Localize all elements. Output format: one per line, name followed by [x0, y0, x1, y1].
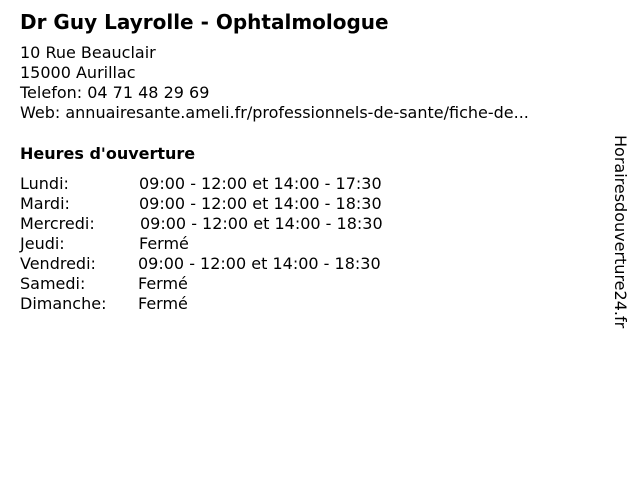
page-title: Dr Guy Layrolle - Ophtalmologue [20, 10, 389, 34]
day-label: Mercredi: [20, 214, 95, 233]
day-label: Jeudi: [20, 234, 65, 253]
day-label: Mardi: [20, 194, 70, 213]
phone-number: Telefon: 04 71 48 29 69 [20, 83, 210, 102]
hours-heading: Heures d'ouverture [20, 144, 196, 163]
contact-info [20, 43, 529, 123]
time-value: Fermé [139, 234, 189, 253]
time-value: 09:00 - 12:00 et 14:00 - 18:30 [138, 254, 381, 273]
day-label: Samedi: [20, 274, 86, 293]
site-watermark: Horairesdouverture24.fr [611, 135, 630, 329]
time-value: Fermé [138, 274, 188, 293]
website-link[interactable]: Web: annuairesante.ameli.fr/professionnels-de-sante/fiche-de... [20, 103, 529, 122]
time-value: Fermé [138, 294, 188, 313]
day-label: Vendredi: [20, 254, 96, 273]
time-value: 09:00 - 12:00 et 14:00 - 17:30 [139, 174, 382, 193]
day-label: Lundi: [20, 174, 69, 193]
city: 15000 Aurillac [20, 63, 136, 82]
day-label: Dimanche: [20, 294, 107, 313]
street-address: 10 Rue Beauclair [20, 43, 156, 62]
time-value: 09:00 - 12:00 et 14:00 - 18:30 [140, 214, 383, 233]
time-value: 09:00 - 12:00 et 14:00 - 18:30 [139, 194, 382, 213]
